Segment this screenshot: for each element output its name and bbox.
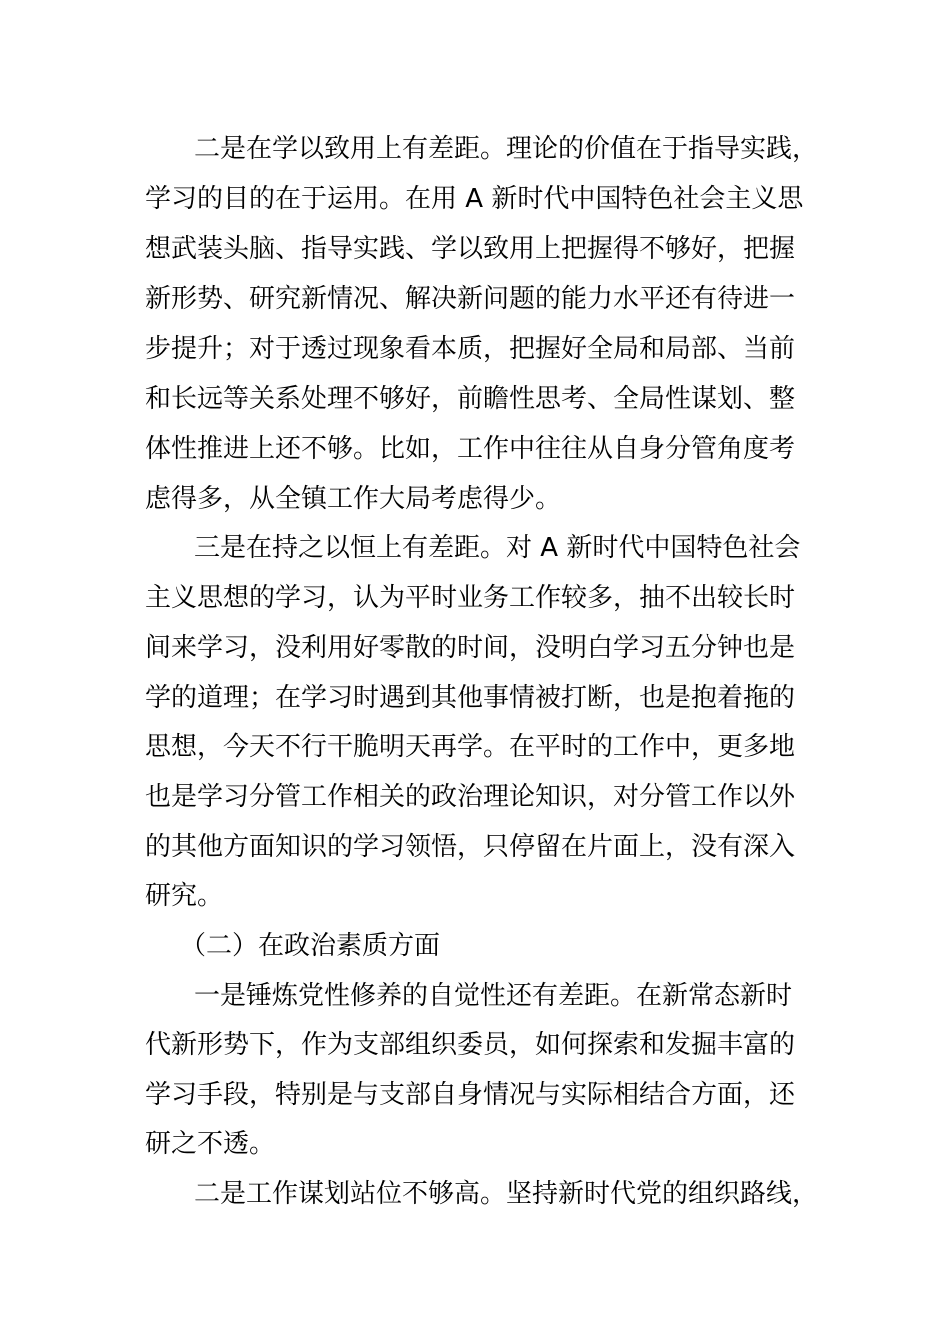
text-line: 的其他方面知识的学习领悟，只停留在片面上，没有深入 bbox=[145, 832, 796, 862]
text-line: 三是在持之以恒上有差距。对 A 新时代中国特色社会 bbox=[194, 533, 801, 563]
text-line: 学习手段，特别是与支部自身情况与实际相结合方面，还 bbox=[145, 1080, 796, 1110]
text-line: 和长远等关系处理不够好，前瞻性思考、全局性谋划、整 bbox=[145, 384, 796, 414]
text-line: 研之不透。 bbox=[145, 1129, 276, 1159]
text-line: 二是在学以致用上有差距。理论的价值在于指导实践， bbox=[194, 134, 819, 164]
text-line: 学习的目的在于运用。在用 A 新时代中国特色社会主义思 bbox=[145, 184, 804, 214]
section-heading: （二）在政治素质方面 bbox=[180, 931, 441, 961]
text-line: 步提升；对于透过现象看本质，把握好全局和局部、当前 bbox=[145, 334, 796, 364]
text-line: 学的道理；在学习时遇到其他事情被打断，也是抱着拖的 bbox=[145, 683, 796, 713]
text-line: 主义思想的学习，认为平时业务工作较多，抽不出较长时 bbox=[145, 583, 796, 613]
text-line: 体性推进上还不够。比如，工作中往往从自身分管角度考 bbox=[145, 434, 796, 464]
text-line: 一是锤炼党性修养的自觉性还有差距。在新常态新时 bbox=[194, 981, 793, 1011]
text-line: 虑得多，从全镇工作大局考虑得少。 bbox=[145, 484, 562, 514]
text-line: 间来学习，没利用好零散的时间，没明白学习五分钟也是 bbox=[145, 633, 796, 663]
text-line: 新形势、研究新情况、解决新问题的能力水平还有待进一 bbox=[145, 284, 796, 314]
text-line: 代新形势下，作为支部组织委员，如何探索和发掘丰富的 bbox=[145, 1030, 796, 1060]
text-line: 也是学习分管工作相关的政治理论知识，对分管工作以外 bbox=[145, 782, 796, 812]
text-line: 想武装头脑、指导实践、学以致用上把握得不够好，把握 bbox=[145, 234, 796, 264]
text-line: 研究。 bbox=[145, 881, 224, 911]
text-line: 思想，今天不行干脆明天再学。在平时的工作中，更多地 bbox=[145, 732, 796, 762]
text-line: 二是工作谋划站位不够高。坚持新时代党的组织路线， bbox=[194, 1179, 819, 1209]
